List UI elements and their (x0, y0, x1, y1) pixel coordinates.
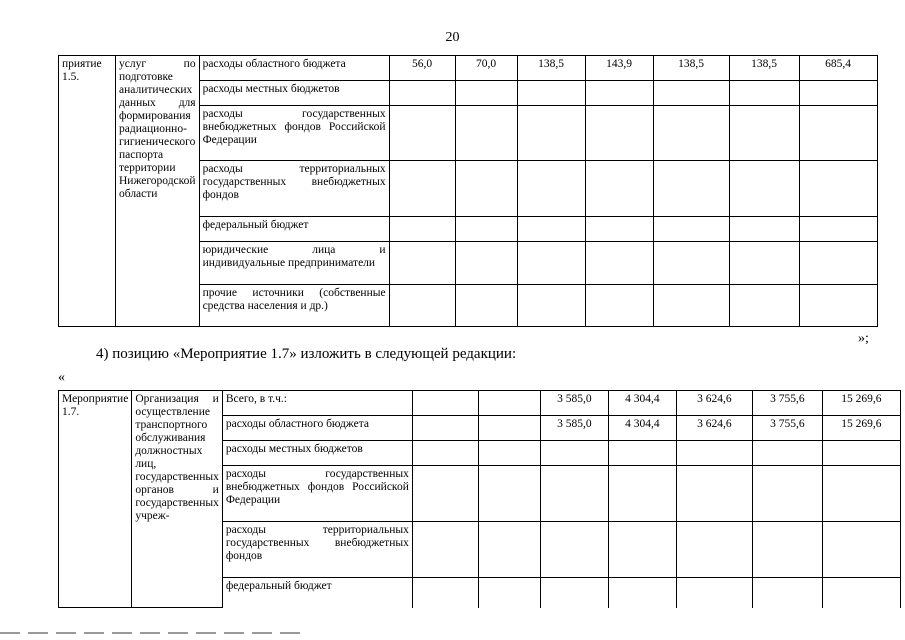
amount-cell (653, 161, 729, 217)
amount-cell (729, 106, 799, 161)
funding-source: Всего, в т.ч.: (222, 391, 412, 416)
amount-cell: 15 269,6 (822, 391, 900, 416)
amount-cell (455, 217, 517, 242)
funding-source: федеральный бюджет (199, 217, 389, 242)
measure-description: Организация и осуществление транспортного обслуживания должностных лиц, государственных органов и государственных учреж- (132, 391, 223, 608)
amount-cell (676, 441, 752, 466)
funding-table-1-5 (58, 55, 878, 327)
amount-cell: 3 755,6 (752, 416, 822, 441)
amount-cell: 3 624,6 (676, 416, 752, 441)
amount-cell (478, 522, 540, 578)
amount-cell: 685,4 (799, 56, 877, 81)
amount-cell (799, 81, 877, 106)
amount-cell (608, 466, 676, 522)
amount-cell (389, 217, 455, 242)
funding-source: юридические лица и индивидуальные предприниматели (199, 242, 389, 285)
amount-cell (389, 161, 455, 217)
amount-cell (455, 81, 517, 106)
amount-cell (799, 217, 877, 242)
amount-cell (799, 106, 877, 161)
amount-cell (585, 161, 653, 217)
amount-cell (517, 81, 585, 106)
funding-source: расходы государственных внебюджетных фондов Российской Федерации (222, 466, 412, 522)
amount-cell (389, 81, 455, 106)
amount-cell (729, 81, 799, 106)
amount-cell (478, 466, 540, 522)
amount-cell (412, 466, 478, 522)
amount-cell (676, 466, 752, 522)
amount-cell (412, 578, 478, 608)
funding-source: федеральный бюджет (222, 578, 412, 608)
funding-source: расходы областного бюджета (222, 416, 412, 441)
amount-cell: 138,5 (653, 56, 729, 81)
amount-cell: 138,5 (517, 56, 585, 81)
amount-cell (455, 106, 517, 161)
amount-cell (585, 217, 653, 242)
measure-number: приятие 1.5. (59, 56, 116, 327)
amount-cell: 15 269,6 (822, 416, 900, 441)
amount-cell (517, 161, 585, 217)
closing-quote: »; (858, 331, 869, 346)
amount-cell (799, 285, 877, 327)
amount-cell (729, 285, 799, 327)
amount-cell: 56,0 (389, 56, 455, 81)
page-number: 20 (445, 30, 460, 45)
amount-cell (653, 106, 729, 161)
amount-cell (455, 242, 517, 285)
amount-cell (608, 441, 676, 466)
amount-cell (478, 578, 540, 608)
amount-cell (799, 242, 877, 285)
amount-cell (676, 578, 752, 608)
amount-cell (540, 466, 608, 522)
scan-artifact (0, 632, 300, 634)
table-row (59, 391, 901, 416)
amount-cell (752, 522, 822, 578)
amount-cell (412, 391, 478, 416)
amount-cell: 3 624,6 (676, 391, 752, 416)
table-row (59, 56, 878, 81)
amount-cell (389, 106, 455, 161)
amount-cell (540, 522, 608, 578)
amount-cell: 70,0 (455, 56, 517, 81)
amount-cell (389, 285, 455, 327)
amount-cell (517, 106, 585, 161)
amount-cell (653, 242, 729, 285)
amount-cell (478, 441, 540, 466)
amount-cell (478, 416, 540, 441)
amount-cell: 143,9 (585, 56, 653, 81)
amount-cell (653, 81, 729, 106)
funding-source: прочие источники (собственные средства населения и др.) (199, 285, 389, 327)
amount-cell (799, 161, 877, 217)
amount-cell (389, 242, 455, 285)
amount-cell (822, 522, 900, 578)
amount-cell (585, 106, 653, 161)
amount-cell (608, 522, 676, 578)
amount-cell (455, 285, 517, 327)
measure-number: Мероприятие 1.7. (59, 391, 132, 608)
amount-cell (729, 161, 799, 217)
amount-cell (822, 441, 900, 466)
amount-cell (412, 416, 478, 441)
amount-cell (676, 522, 752, 578)
amount-cell (585, 242, 653, 285)
funding-source: расходы территориальных государственных внебюджетных фондов (222, 522, 412, 578)
funding-source: расходы местных бюджетов (222, 441, 412, 466)
funding-source: расходы местных бюджетов (199, 81, 389, 106)
funding-source: расходы территориальных государственных внебюджетных фондов (199, 161, 389, 217)
amount-cell (822, 466, 900, 522)
measure-description: услуг по подготовке аналитических данных для формирования радиационно-гигиенического паспорта территории Нижегородской области (116, 56, 200, 327)
amount-cell (412, 441, 478, 466)
amount-cell (752, 441, 822, 466)
amount-cell (729, 217, 799, 242)
amount-cell (455, 161, 517, 217)
amount-cell: 3 585,0 (540, 391, 608, 416)
amount-cell: 3 755,6 (752, 391, 822, 416)
amount-cell: 4 304,4 (608, 416, 676, 441)
amount-cell (729, 242, 799, 285)
amount-cell (517, 285, 585, 327)
amount-cell (608, 578, 676, 608)
amount-cell (752, 578, 822, 608)
funding-source: расходы государственных внебюджетных фондов Российской Федерации (199, 106, 389, 161)
amount-cell: 3 585,0 (540, 416, 608, 441)
instruction-text: 4) позицию «Мероприятие 1.7» изложить в следующей редакции: (96, 346, 517, 362)
amount-cell: 4 304,4 (608, 391, 676, 416)
amount-cell (478, 391, 540, 416)
opening-quote: « (58, 370, 65, 385)
amount-cell (585, 285, 653, 327)
amount-cell (822, 578, 900, 608)
amount-cell (653, 217, 729, 242)
amount-cell: 138,5 (729, 56, 799, 81)
amount-cell (412, 522, 478, 578)
amount-cell (653, 285, 729, 327)
amount-cell (517, 217, 585, 242)
amount-cell (752, 466, 822, 522)
funding-source: расходы областного бюджета (199, 56, 389, 81)
amount-cell (585, 81, 653, 106)
amount-cell (517, 242, 585, 285)
amount-cell (540, 441, 608, 466)
funding-table-1-7 (58, 390, 901, 608)
amount-cell (540, 578, 608, 608)
